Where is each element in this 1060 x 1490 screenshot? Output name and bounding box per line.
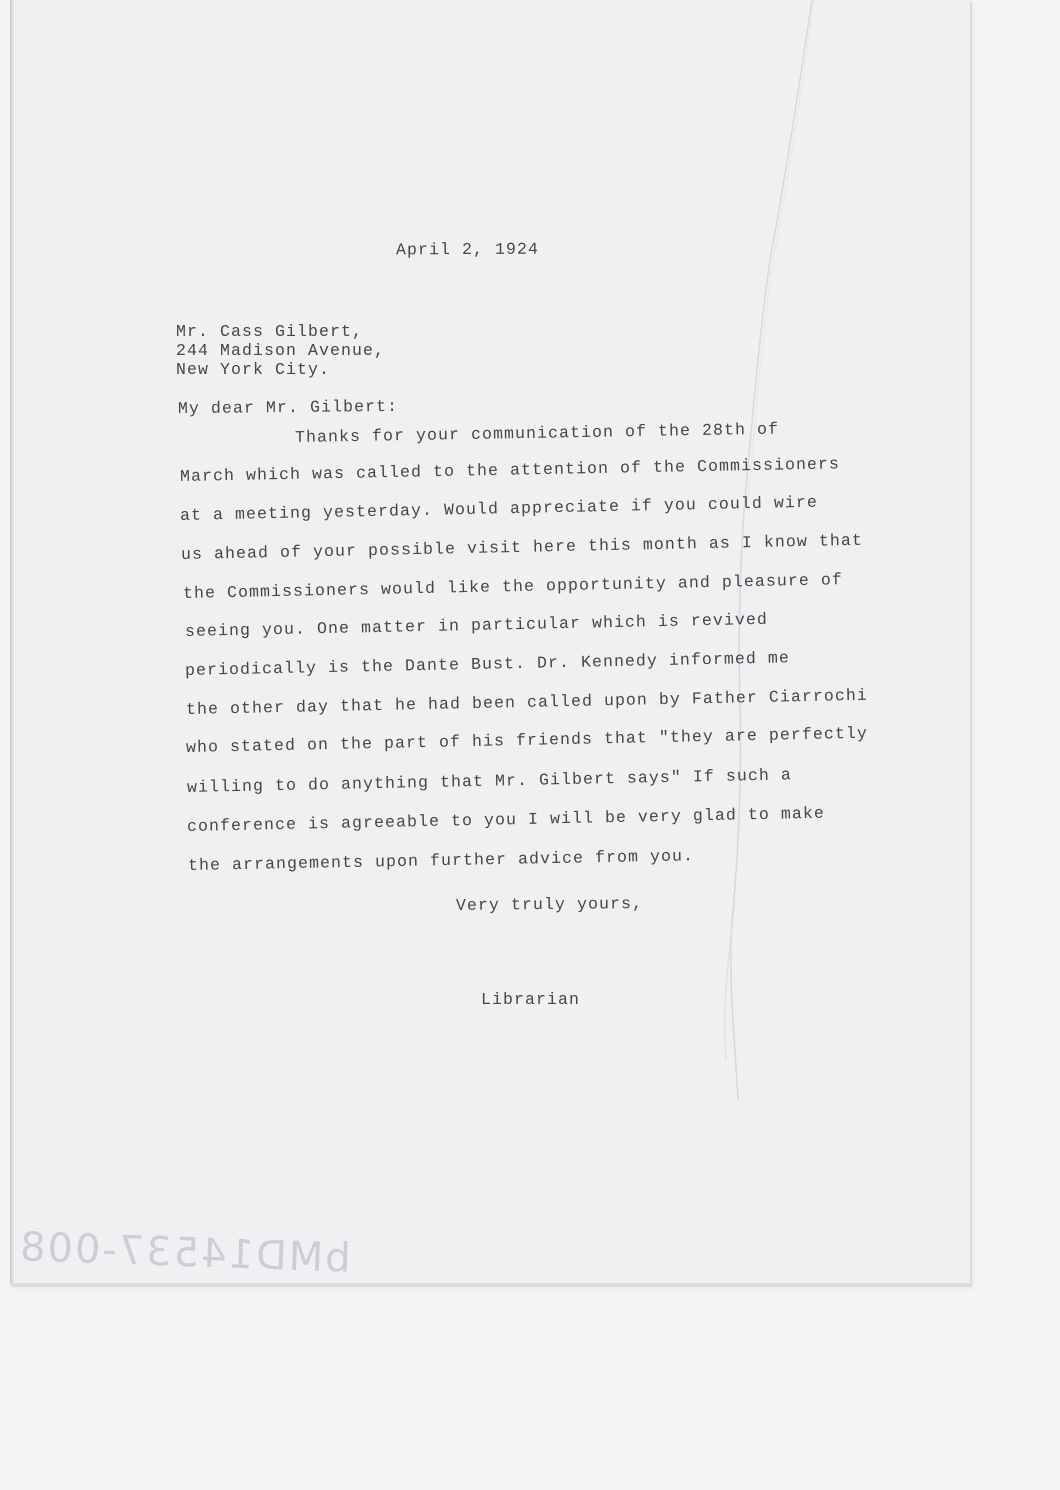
body-line-7: periodically is the Dante Bust. Dr. Kennedy informed me: [184, 648, 791, 680]
letter-page: [10, 0, 970, 1285]
page-left-edge: [10, 0, 14, 1285]
body-line-10: willing to do anything that Mr. Gilbert says" If such a: [186, 765, 793, 797]
body-line-8: the other day that he had been called upon by Father Ciarrochi: [185, 685, 869, 719]
signature: Librarian: [481, 990, 581, 1009]
letter-date: April 2, 1924: [395, 239, 540, 260]
body-line-4: us ahead of your possible visit here this month as I know that: [180, 530, 864, 564]
body-line-1: Thanks for your communication of the 28th of: [294, 419, 780, 447]
body-line-12: the arrangements upon further advice from you.: [187, 846, 695, 875]
archive-mark: bMD14537-008: [17, 1224, 352, 1282]
body-line-9: who stated on the part of his friends that "they are perfectly: [185, 723, 869, 757]
body-line-5: the Commissioners would like the opportunity and pleasure of: [182, 570, 844, 603]
body-line-6: seeing you. One matter in particular which is revived: [184, 609, 769, 641]
salutation: My dear Mr. Gilbert:: [177, 396, 399, 419]
page-bottom-edge: [10, 1283, 970, 1285]
body-line-11: conference is agreeable to you I will be very glad to make: [186, 803, 826, 836]
recipient-city: New York City.: [176, 360, 331, 379]
body-line-2: March which was called to the attention of the Commissioners: [179, 454, 841, 486]
recipient-name: Mr. Cass Gilbert,: [176, 322, 364, 341]
recipient-street: 244 Madison Avenue,: [176, 341, 386, 360]
body-line-3: at a meeting yesterday. Would appreciate if you could wire: [179, 492, 819, 525]
closing: Very truly yours,: [455, 894, 644, 915]
